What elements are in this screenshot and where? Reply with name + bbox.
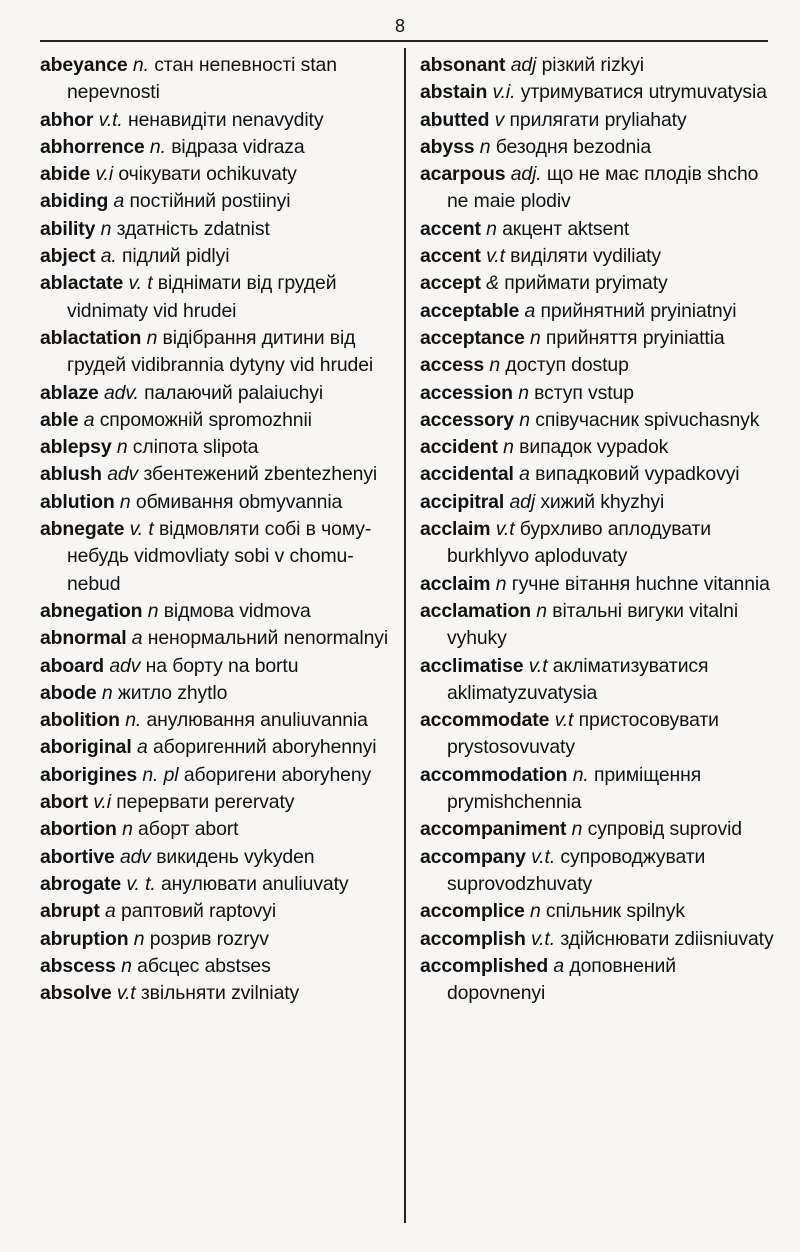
- entry-headword: abode: [40, 681, 97, 704]
- entry-part-of-speech: n: [519, 408, 530, 431]
- dictionary-entry: [420, 653, 775, 708]
- entry-translation: прийнятний pryiniatnyi: [540, 299, 737, 322]
- entry-translation: перервати perervaty: [116, 791, 295, 814]
- entry-part-of-speech: n: [121, 954, 132, 977]
- dictionary-entry: [420, 161, 775, 216]
- entry-headword: abhor: [40, 108, 94, 131]
- dictionary-entry: [420, 407, 775, 434]
- entry-translation: бурхливо аплодувати burkhlyvo aploduvaty: [447, 518, 712, 568]
- entry-headword: ablactate: [40, 272, 124, 295]
- entry-translation: супровід suprovid: [587, 818, 742, 841]
- dictionary-entry: [420, 926, 775, 953]
- entry-headword: accompaniment: [420, 818, 567, 841]
- right-column: [420, 52, 775, 1007]
- entry-translation: вступ vstup: [534, 381, 634, 404]
- entry-translation: ненавидіти nenavydity: [128, 108, 324, 131]
- entry-headword: abhorrence: [40, 135, 145, 158]
- entry-part-of-speech: adj.: [510, 163, 542, 186]
- entry-headword: accipitral: [420, 490, 505, 513]
- entry-part-of-speech: n: [518, 381, 529, 404]
- entry-translation: відраза vidraza: [171, 135, 305, 158]
- entry-headword: acceptable: [420, 299, 520, 322]
- entry-part-of-speech: adv: [119, 845, 151, 868]
- entry-translation: безодня bezodnia: [495, 135, 652, 158]
- entry-headword: ablution: [40, 490, 115, 513]
- dictionary-entry: [420, 571, 775, 598]
- entry-part-of-speech: n.: [149, 135, 166, 158]
- dictionary-entry: [40, 243, 396, 270]
- entry-translation: викидень vykyden: [156, 845, 315, 868]
- entry-translation: анулювання anuliuvannia: [146, 709, 368, 732]
- entry-translation: випадок vypadok: [519, 436, 669, 459]
- dictionary-entry: [40, 188, 396, 215]
- dictionary-entry: [40, 898, 396, 925]
- entry-part-of-speech: a: [136, 736, 148, 759]
- entry-headword: accomplice: [420, 900, 525, 923]
- entry-part-of-speech: n: [116, 436, 128, 459]
- entry-part-of-speech: a: [83, 408, 95, 431]
- entry-headword: accession: [420, 381, 513, 404]
- entry-part-of-speech: v. t: [128, 272, 153, 295]
- entry-part-of-speech: v.t: [116, 982, 136, 1005]
- entry-translation: збентежений zbentezhenyi: [143, 463, 378, 486]
- dictionary-entry: [40, 980, 396, 1007]
- entry-headword: abrupt: [40, 900, 100, 923]
- dictionary-entry: [420, 107, 775, 134]
- entry-headword: accomplished: [420, 954, 549, 977]
- entry-translation: приймати pryimaty: [504, 272, 668, 295]
- entry-headword: abnormal: [40, 627, 127, 650]
- entry-translation: акцент aktsent: [502, 217, 630, 240]
- entry-part-of-speech: adj: [510, 54, 537, 76]
- entry-translation: підлий pidlyi: [122, 245, 230, 268]
- entry-headword: acclimatise: [420, 654, 524, 677]
- entry-headword: able: [40, 408, 79, 431]
- entry-part-of-speech: n: [486, 217, 497, 240]
- entry-headword: abrogate: [40, 872, 122, 895]
- entry-headword: abide: [40, 163, 91, 186]
- dictionary-entry: [40, 625, 396, 652]
- entry-part-of-speech: v.t: [528, 654, 548, 677]
- dictionary-entry: [420, 298, 775, 325]
- dictionary-entry: [40, 380, 396, 407]
- entry-part-of-speech: adv.: [103, 381, 139, 404]
- dictionary-entry: [420, 489, 775, 516]
- entry-translation: сліпота slipota: [132, 436, 259, 459]
- entry-part-of-speech: n.: [125, 709, 142, 732]
- entry-part-of-speech: v.t.: [98, 108, 123, 131]
- dictionary-entry: [40, 734, 396, 761]
- dictionary-entry: [420, 52, 775, 79]
- entry-part-of-speech: n: [133, 927, 145, 950]
- entry-headword: accessory: [420, 408, 514, 431]
- entry-part-of-speech: a.: [100, 245, 117, 268]
- dictionary-entry: [40, 461, 396, 488]
- dictionary-entry: [420, 762, 775, 817]
- entry-part-of-speech: v.t.: [530, 927, 556, 950]
- entry-part-of-speech: adv: [107, 463, 139, 486]
- dictionary-entry: [40, 653, 396, 680]
- entry-translation: раптовий raptovyi: [121, 900, 277, 923]
- entry-part-of-speech: a: [105, 900, 116, 923]
- entry-translation: випадковий vypadkovyi: [535, 463, 740, 486]
- dictionary-entry: [40, 270, 396, 325]
- entry-translation: гучне вітання huchne vitannia: [511, 572, 770, 595]
- entry-translation: співучасник spivuchasnyk: [535, 408, 760, 431]
- dictionary-entry: [40, 926, 396, 953]
- entry-headword: abject: [40, 245, 96, 268]
- entry-headword: abnegate: [40, 518, 125, 541]
- entry-headword: absonant: [420, 54, 506, 76]
- entry-part-of-speech: n. pl: [142, 763, 179, 786]
- entry-translation: прилягати pryliahaty: [509, 108, 687, 131]
- entry-part-of-speech: n.: [132, 54, 149, 76]
- entry-translation: здійснювати zdiisniuvaty: [560, 927, 774, 950]
- entry-part-of-speech: n: [119, 490, 131, 513]
- dictionary-entry: [40, 52, 396, 107]
- entry-translation: доступ dostup: [505, 354, 629, 377]
- entry-part-of-speech: v.i: [93, 791, 111, 814]
- entry-translation: вітальні вигуки vitalni vyhuky: [447, 599, 739, 650]
- dictionary-entry: [40, 489, 396, 516]
- left-column: [40, 52, 396, 1007]
- entry-translation: житло zhytlo: [117, 681, 228, 704]
- header-rule: [40, 40, 768, 42]
- entry-translation: здатність zdatnist: [116, 217, 270, 240]
- entry-part-of-speech: v.t: [554, 709, 574, 732]
- dictionary-entry: [420, 79, 775, 106]
- entry-part-of-speech: n: [495, 572, 507, 595]
- dictionary-entry: [420, 434, 775, 461]
- entry-headword: accidental: [420, 463, 514, 486]
- dictionary-entry: [40, 871, 396, 898]
- entry-headword: abutted: [420, 108, 490, 131]
- entry-part-of-speech: n: [147, 599, 159, 622]
- entry-translation: спільник spilnyk: [545, 900, 685, 923]
- entry-translation: віднімати від грудей vidnimaty vid hrudei: [67, 272, 337, 322]
- dictionary-entry: [420, 270, 775, 297]
- entry-headword: abyss: [420, 135, 475, 158]
- dictionary-entry: [420, 243, 775, 270]
- entry-headword: aboard: [40, 654, 105, 677]
- entry-part-of-speech: v. t.: [126, 872, 156, 895]
- entry-translation: абсцес abstses: [137, 954, 271, 977]
- entry-headword: accent: [420, 217, 481, 240]
- entry-headword: ablush: [40, 463, 102, 486]
- entry-translation: обмивання obmyvannia: [135, 490, 343, 513]
- entry-headword: ability: [40, 217, 96, 240]
- dictionary-entry: [420, 816, 775, 843]
- entry-translation: приміщення prymishchennia: [447, 763, 702, 814]
- entry-headword: abnegation: [40, 599, 143, 622]
- entry-part-of-speech: n: [122, 818, 133, 841]
- dictionary-entry: [420, 598, 775, 653]
- entry-headword: accomplish: [420, 927, 526, 950]
- dictionary-entry: [40, 107, 396, 134]
- dictionary-entry: [420, 707, 775, 762]
- entry-part-of-speech: v.i: [95, 163, 114, 186]
- dictionary-entry: [40, 953, 396, 980]
- entry-translation: палаючий palaiuchyi: [144, 381, 324, 404]
- entry-translation: ненормальний nenormalnyi: [147, 627, 389, 650]
- entry-part-of-speech: v.i.: [492, 81, 516, 104]
- entry-headword: abort: [40, 791, 88, 814]
- entry-translation: аборт abort: [138, 818, 239, 841]
- entry-translation: що не має плодів shcho ne maie plodiv: [447, 163, 759, 213]
- entry-translation: утримуватися utrymuvatysia: [520, 81, 767, 104]
- entry-part-of-speech: n: [146, 326, 158, 349]
- dictionary-entry: [40, 407, 396, 434]
- entry-translation: різкий rizkyi: [541, 54, 644, 76]
- entry-headword: abeyance: [40, 54, 128, 76]
- entry-headword: aboriginal: [40, 736, 132, 759]
- entry-part-of-speech: &: [486, 272, 499, 295]
- entry-headword: abortion: [40, 818, 117, 841]
- entry-part-of-speech: n: [101, 681, 113, 704]
- entry-headword: abortive: [40, 845, 115, 868]
- entry-translation: на борту na bortu: [145, 654, 299, 677]
- entry-headword: abruption: [40, 927, 129, 950]
- entry-headword: accept: [420, 272, 481, 295]
- dictionary-entry: [40, 816, 396, 843]
- dictionary-entry: [420, 325, 775, 352]
- dictionary-entry: [420, 516, 775, 571]
- entry-headword: aborigines: [40, 763, 138, 786]
- entry-part-of-speech: n: [489, 354, 501, 377]
- entry-part-of-speech: a: [553, 954, 565, 977]
- entry-headword: abiding: [40, 190, 109, 213]
- column-divider: [404, 48, 406, 1223]
- dictionary-entry: [420, 216, 775, 243]
- entry-part-of-speech: v.t: [486, 245, 505, 268]
- entry-translation: аборигени aboryheny: [183, 763, 372, 786]
- dictionary-entry: [420, 461, 775, 488]
- entry-part-of-speech: n: [536, 599, 547, 622]
- entry-headword: access: [420, 354, 485, 377]
- entry-part-of-speech: n: [503, 436, 514, 459]
- dictionary-entry: [40, 516, 396, 598]
- entry-headword: absolve: [40, 982, 112, 1005]
- entry-translation: спроможній spromozhnii: [99, 408, 312, 431]
- dictionary-entry: [40, 161, 396, 188]
- entry-headword: ablepsy: [40, 436, 112, 459]
- dictionary-entry: [420, 844, 775, 899]
- entry-headword: acceptance: [420, 326, 525, 349]
- entry-translation: акліматизуватися aklimatyzuvatysia: [447, 654, 709, 704]
- entry-part-of-speech: n: [479, 135, 491, 158]
- entry-translation: розрив rozryv: [149, 927, 269, 950]
- dictionary-entry: [40, 134, 396, 161]
- entry-part-of-speech: n.: [572, 763, 589, 786]
- dictionary-entry: [420, 352, 775, 379]
- entry-headword: abstain: [420, 81, 488, 104]
- dictionary-entry: [420, 380, 775, 407]
- dictionary-entry: [40, 762, 396, 789]
- dictionary-entry: [420, 898, 775, 925]
- entry-translation: прийняття pryiniattia: [545, 326, 725, 349]
- entry-translation: хижий khyzhyi: [540, 490, 665, 513]
- dictionary-entry: [40, 216, 396, 243]
- entry-headword: ablaze: [40, 381, 99, 404]
- entry-translation: очікувати ochikuvaty: [118, 163, 297, 186]
- entry-translation: відмовляти собі в чому-небудь vidmovliaty sobi v chomu-nebud: [67, 518, 372, 595]
- dictionary-entry: [40, 325, 396, 380]
- dictionary-entry: [40, 789, 396, 816]
- entry-headword: abolition: [40, 709, 120, 732]
- entry-part-of-speech: n: [100, 217, 112, 240]
- dictionary-entry: [40, 680, 396, 707]
- entry-translation: відмова vidmova: [163, 599, 311, 622]
- entry-translation: постійний postiinyi: [129, 190, 291, 213]
- dictionary-entry: [40, 434, 396, 461]
- entry-part-of-speech: a: [524, 299, 536, 322]
- dictionary-entry: [420, 953, 775, 1008]
- entry-headword: acclaim: [420, 518, 491, 541]
- dictionary-entry: [40, 598, 396, 625]
- entry-translation: виділяти vydiliaty: [510, 245, 662, 268]
- entry-translation: відібрання дитини від грудей vidibrannia dytyny vid hrudei: [67, 326, 374, 377]
- entry-headword: accent: [420, 245, 481, 268]
- entry-part-of-speech: n: [571, 818, 583, 841]
- entry-headword: ablactation: [40, 326, 142, 349]
- entry-headword: accommodation: [420, 763, 568, 786]
- entry-translation: аборигенний aboryhennyi: [152, 736, 377, 759]
- entry-part-of-speech: v. t: [129, 518, 154, 541]
- dictionary-entry: [420, 134, 775, 161]
- entry-part-of-speech: a: [519, 463, 530, 486]
- entry-translation: звільняти zvilniaty: [140, 982, 300, 1005]
- entry-part-of-speech: a: [131, 627, 143, 650]
- entry-part-of-speech: n: [529, 900, 541, 923]
- entry-part-of-speech: a: [113, 190, 125, 213]
- entry-translation: анулювати anuliuvaty: [161, 872, 349, 895]
- entry-headword: accompany: [420, 845, 526, 868]
- entry-headword: acarpous: [420, 163, 506, 186]
- entry-translation: пристосовувати prystosovuvaty: [447, 709, 719, 759]
- dictionary-entry: [40, 707, 396, 734]
- entry-headword: acclamation: [420, 599, 531, 622]
- entry-part-of-speech: adj: [509, 490, 536, 513]
- dictionary-entry: [40, 844, 396, 871]
- page-number: 8: [394, 16, 405, 36]
- entry-translation: супроводжувати suprovodzhuvaty: [447, 845, 706, 895]
- entry-part-of-speech: v.t: [495, 518, 515, 541]
- entry-headword: abscess: [40, 954, 116, 977]
- entry-translation: доповнений dopovnenyi: [447, 954, 676, 1005]
- entry-headword: accident: [420, 436, 498, 459]
- entry-headword: accommodate: [420, 709, 550, 732]
- entry-headword: acclaim: [420, 572, 491, 595]
- entry-part-of-speech: adv: [109, 654, 141, 677]
- entry-part-of-speech: v: [494, 108, 505, 131]
- entry-part-of-speech: n: [529, 326, 541, 349]
- entry-part-of-speech: v.t.: [531, 845, 556, 868]
- entry-translation: стан непевності stan nepevnosti: [67, 54, 337, 104]
